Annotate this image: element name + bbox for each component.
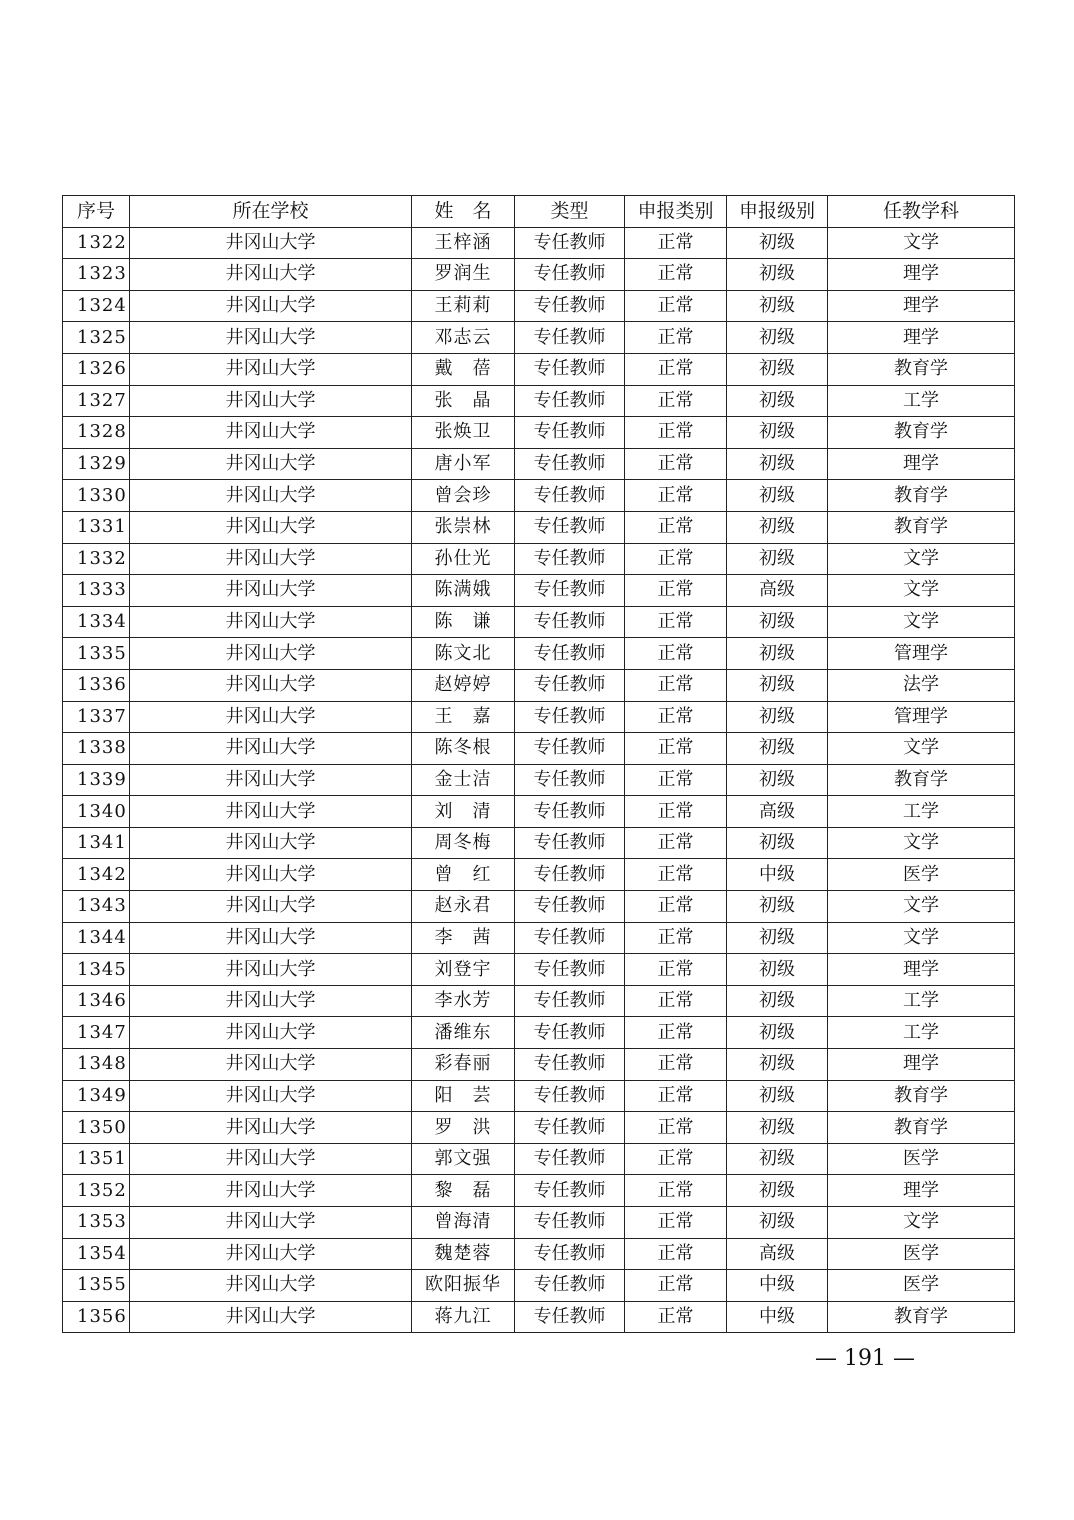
cell-name: 潘维东 bbox=[412, 1017, 515, 1049]
cell-seq: 1341 bbox=[63, 827, 130, 859]
cell-name: 唐小军 bbox=[412, 448, 515, 480]
cell-name: 蒋九江 bbox=[412, 1301, 515, 1333]
cell-category: 正常 bbox=[625, 1112, 727, 1144]
cell-subject: 管理学 bbox=[828, 701, 1015, 733]
cell-level: 初级 bbox=[727, 1175, 828, 1207]
table-row bbox=[63, 733, 1015, 765]
table-row bbox=[63, 922, 1015, 954]
cell-subject: 理学 bbox=[828, 1049, 1015, 1081]
cell-category: 正常 bbox=[625, 669, 727, 701]
cell-school: 井冈山大学 bbox=[130, 1080, 412, 1112]
table-row bbox=[63, 1301, 1015, 1333]
cell-level: 高级 bbox=[727, 1238, 828, 1270]
header-category: 申报类别 bbox=[625, 196, 727, 228]
cell-seq: 1347 bbox=[63, 1017, 130, 1049]
cell-seq: 1337 bbox=[63, 701, 130, 733]
cell-name: 陈文北 bbox=[412, 638, 515, 670]
cell-subject: 工学 bbox=[828, 1017, 1015, 1049]
cell-level: 初级 bbox=[727, 448, 828, 480]
cell-subject: 文学 bbox=[828, 891, 1015, 923]
table-row bbox=[63, 448, 1015, 480]
cell-school: 井冈山大学 bbox=[130, 827, 412, 859]
cell-seq: 1335 bbox=[63, 638, 130, 670]
cell-name: 赵永君 bbox=[412, 891, 515, 923]
cell-type: 专任教师 bbox=[515, 543, 625, 575]
cell-seq: 1349 bbox=[63, 1080, 130, 1112]
cell-category: 正常 bbox=[625, 1017, 727, 1049]
cell-subject: 文学 bbox=[828, 575, 1015, 607]
table-row bbox=[63, 954, 1015, 986]
cell-level: 初级 bbox=[727, 827, 828, 859]
cell-subject: 医学 bbox=[828, 859, 1015, 891]
cell-seq: 1353 bbox=[63, 1207, 130, 1239]
cell-category: 正常 bbox=[625, 827, 727, 859]
cell-school: 井冈山大学 bbox=[130, 1112, 412, 1144]
cell-level: 初级 bbox=[727, 259, 828, 291]
cell-subject: 文学 bbox=[828, 733, 1015, 765]
cell-school: 井冈山大学 bbox=[130, 511, 412, 543]
cell-category: 正常 bbox=[625, 1175, 727, 1207]
table-row bbox=[63, 259, 1015, 291]
cell-type: 专任教师 bbox=[515, 385, 625, 417]
cell-seq: 1330 bbox=[63, 480, 130, 512]
cell-type: 专任教师 bbox=[515, 353, 625, 385]
cell-type: 专任教师 bbox=[515, 891, 625, 923]
table-row bbox=[63, 1207, 1015, 1239]
table-body bbox=[63, 227, 1015, 1333]
table-row bbox=[63, 1080, 1015, 1112]
cell-school: 井冈山大学 bbox=[130, 638, 412, 670]
cell-school: 井冈山大学 bbox=[130, 1175, 412, 1207]
cell-level: 初级 bbox=[727, 417, 828, 449]
cell-category: 正常 bbox=[625, 1049, 727, 1081]
cell-level: 初级 bbox=[727, 733, 828, 765]
cell-school: 井冈山大学 bbox=[130, 290, 412, 322]
cell-type: 专任教师 bbox=[515, 1143, 625, 1175]
cell-type: 专任教师 bbox=[515, 701, 625, 733]
cell-subject: 理学 bbox=[828, 1175, 1015, 1207]
cell-category: 正常 bbox=[625, 417, 727, 449]
cell-category: 正常 bbox=[625, 543, 727, 575]
cell-school: 井冈山大学 bbox=[130, 1143, 412, 1175]
table-row bbox=[63, 480, 1015, 512]
cell-type: 专任教师 bbox=[515, 606, 625, 638]
cell-category: 正常 bbox=[625, 259, 727, 291]
cell-name: 彩春丽 bbox=[412, 1049, 515, 1081]
cell-school: 井冈山大学 bbox=[130, 385, 412, 417]
cell-subject: 理学 bbox=[828, 954, 1015, 986]
cell-name: 王梓涵 bbox=[412, 227, 515, 259]
cell-type: 专任教师 bbox=[515, 985, 625, 1017]
cell-name: 邓志云 bbox=[412, 322, 515, 354]
cell-subject: 医学 bbox=[828, 1238, 1015, 1270]
cell-subject: 教育学 bbox=[828, 1301, 1015, 1333]
cell-school: 井冈山大学 bbox=[130, 480, 412, 512]
cell-level: 初级 bbox=[727, 290, 828, 322]
header-subject: 任教学科 bbox=[828, 196, 1015, 228]
cell-subject: 管理学 bbox=[828, 638, 1015, 670]
cell-seq: 1338 bbox=[63, 733, 130, 765]
cell-category: 正常 bbox=[625, 575, 727, 607]
cell-type: 专任教师 bbox=[515, 480, 625, 512]
cell-school: 井冈山大学 bbox=[130, 1301, 412, 1333]
cell-seq: 1339 bbox=[63, 764, 130, 796]
cell-level: 初级 bbox=[727, 353, 828, 385]
table-row bbox=[63, 985, 1015, 1017]
cell-seq: 1344 bbox=[63, 922, 130, 954]
cell-school: 井冈山大学 bbox=[130, 353, 412, 385]
cell-level: 初级 bbox=[727, 985, 828, 1017]
cell-category: 正常 bbox=[625, 796, 727, 828]
cell-level: 高级 bbox=[727, 796, 828, 828]
cell-seq: 1350 bbox=[63, 1112, 130, 1144]
cell-type: 专任教师 bbox=[515, 827, 625, 859]
teacher-table bbox=[62, 195, 1015, 1333]
cell-school: 井冈山大学 bbox=[130, 796, 412, 828]
header-type: 类型 bbox=[515, 196, 625, 228]
cell-school: 井冈山大学 bbox=[130, 1207, 412, 1239]
cell-seq: 1324 bbox=[63, 290, 130, 322]
cell-name: 黎 磊 bbox=[412, 1175, 515, 1207]
cell-type: 专任教师 bbox=[515, 922, 625, 954]
cell-seq: 1325 bbox=[63, 322, 130, 354]
header-seq: 序号 bbox=[63, 196, 130, 228]
cell-type: 专任教师 bbox=[515, 1080, 625, 1112]
cell-seq: 1332 bbox=[63, 543, 130, 575]
cell-level: 初级 bbox=[727, 891, 828, 923]
cell-type: 专任教师 bbox=[515, 259, 625, 291]
cell-level: 初级 bbox=[727, 1080, 828, 1112]
cell-level: 中级 bbox=[727, 1270, 828, 1302]
table-row bbox=[63, 353, 1015, 385]
cell-level: 初级 bbox=[727, 764, 828, 796]
cell-name: 曾 红 bbox=[412, 859, 515, 891]
cell-level: 初级 bbox=[727, 322, 828, 354]
cell-type: 专任教师 bbox=[515, 1207, 625, 1239]
cell-school: 井冈山大学 bbox=[130, 733, 412, 765]
cell-level: 初级 bbox=[727, 954, 828, 986]
table-row bbox=[63, 385, 1015, 417]
cell-school: 井冈山大学 bbox=[130, 922, 412, 954]
cell-name: 刘 清 bbox=[412, 796, 515, 828]
cell-name: 魏楚蓉 bbox=[412, 1238, 515, 1270]
cell-subject: 教育学 bbox=[828, 1112, 1015, 1144]
cell-category: 正常 bbox=[625, 733, 727, 765]
cell-type: 专任教师 bbox=[515, 1301, 625, 1333]
cell-category: 正常 bbox=[625, 891, 727, 923]
cell-level: 初级 bbox=[727, 1207, 828, 1239]
cell-subject: 工学 bbox=[828, 385, 1015, 417]
cell-level: 高级 bbox=[727, 575, 828, 607]
cell-name: 张崇林 bbox=[412, 511, 515, 543]
cell-subject: 理学 bbox=[828, 259, 1015, 291]
cell-subject: 医学 bbox=[828, 1270, 1015, 1302]
cell-subject: 文学 bbox=[828, 227, 1015, 259]
cell-type: 专任教师 bbox=[515, 859, 625, 891]
cell-seq: 1331 bbox=[63, 511, 130, 543]
cell-seq: 1334 bbox=[63, 606, 130, 638]
cell-subject: 教育学 bbox=[828, 511, 1015, 543]
cell-level: 初级 bbox=[727, 480, 828, 512]
cell-name: 陈冬根 bbox=[412, 733, 515, 765]
cell-subject: 教育学 bbox=[828, 480, 1015, 512]
table-row bbox=[63, 638, 1015, 670]
page-number: — 191 — bbox=[815, 1346, 915, 1371]
cell-name: 赵婷婷 bbox=[412, 669, 515, 701]
table-row bbox=[63, 606, 1015, 638]
cell-level: 初级 bbox=[727, 669, 828, 701]
table-header-row bbox=[63, 196, 1015, 228]
cell-name: 罗润生 bbox=[412, 259, 515, 291]
cell-level: 初级 bbox=[727, 1112, 828, 1144]
cell-name: 李水芳 bbox=[412, 985, 515, 1017]
header-school: 所在学校 bbox=[130, 196, 412, 228]
table-row bbox=[63, 227, 1015, 259]
table-row bbox=[63, 543, 1015, 575]
cell-type: 专任教师 bbox=[515, 417, 625, 449]
cell-seq: 1329 bbox=[63, 448, 130, 480]
cell-type: 专任教师 bbox=[515, 290, 625, 322]
cell-school: 井冈山大学 bbox=[130, 1049, 412, 1081]
cell-category: 正常 bbox=[625, 290, 727, 322]
cell-level: 初级 bbox=[727, 1049, 828, 1081]
cell-school: 井冈山大学 bbox=[130, 448, 412, 480]
cell-school: 井冈山大学 bbox=[130, 1238, 412, 1270]
cell-type: 专任教师 bbox=[515, 796, 625, 828]
cell-seq: 1336 bbox=[63, 669, 130, 701]
cell-seq: 1323 bbox=[63, 259, 130, 291]
cell-seq: 1326 bbox=[63, 353, 130, 385]
cell-subject: 文学 bbox=[828, 827, 1015, 859]
cell-level: 初级 bbox=[727, 1017, 828, 1049]
cell-seq: 1351 bbox=[63, 1143, 130, 1175]
cell-type: 专任教师 bbox=[515, 1270, 625, 1302]
cell-category: 正常 bbox=[625, 859, 727, 891]
cell-school: 井冈山大学 bbox=[130, 417, 412, 449]
table-row bbox=[63, 1017, 1015, 1049]
cell-name: 陈满娥 bbox=[412, 575, 515, 607]
cell-level: 初级 bbox=[727, 606, 828, 638]
table-row bbox=[63, 1270, 1015, 1302]
cell-subject: 工学 bbox=[828, 985, 1015, 1017]
cell-seq: 1333 bbox=[63, 575, 130, 607]
table-row bbox=[63, 511, 1015, 543]
cell-type: 专任教师 bbox=[515, 1112, 625, 1144]
cell-seq: 1322 bbox=[63, 227, 130, 259]
cell-category: 正常 bbox=[625, 1238, 727, 1270]
cell-seq: 1343 bbox=[63, 891, 130, 923]
cell-school: 井冈山大学 bbox=[130, 859, 412, 891]
cell-category: 正常 bbox=[625, 922, 727, 954]
cell-category: 正常 bbox=[625, 448, 727, 480]
cell-school: 井冈山大学 bbox=[130, 259, 412, 291]
cell-category: 正常 bbox=[625, 511, 727, 543]
cell-level: 初级 bbox=[727, 543, 828, 575]
cell-school: 井冈山大学 bbox=[130, 322, 412, 354]
cell-category: 正常 bbox=[625, 322, 727, 354]
cell-subject: 文学 bbox=[828, 543, 1015, 575]
cell-school: 井冈山大学 bbox=[130, 227, 412, 259]
cell-name: 王莉莉 bbox=[412, 290, 515, 322]
cell-seq: 1340 bbox=[63, 796, 130, 828]
cell-subject: 教育学 bbox=[828, 764, 1015, 796]
cell-school: 井冈山大学 bbox=[130, 891, 412, 923]
cell-seq: 1342 bbox=[63, 859, 130, 891]
table-row bbox=[63, 575, 1015, 607]
cell-name: 曾会珍 bbox=[412, 480, 515, 512]
cell-subject: 教育学 bbox=[828, 353, 1015, 385]
cell-type: 专任教师 bbox=[515, 1049, 625, 1081]
cell-type: 专任教师 bbox=[515, 322, 625, 354]
cell-name: 戴 蓓 bbox=[412, 353, 515, 385]
cell-level: 初级 bbox=[727, 1143, 828, 1175]
cell-school: 井冈山大学 bbox=[130, 701, 412, 733]
cell-seq: 1348 bbox=[63, 1049, 130, 1081]
cell-subject: 教育学 bbox=[828, 1080, 1015, 1112]
cell-name: 陈 谦 bbox=[412, 606, 515, 638]
cell-seq: 1346 bbox=[63, 985, 130, 1017]
cell-type: 专任教师 bbox=[515, 1238, 625, 1270]
header-level: 申报级别 bbox=[727, 196, 828, 228]
cell-subject: 文学 bbox=[828, 922, 1015, 954]
cell-type: 专任教师 bbox=[515, 575, 625, 607]
cell-seq: 1328 bbox=[63, 417, 130, 449]
cell-type: 专任教师 bbox=[515, 733, 625, 765]
cell-seq: 1354 bbox=[63, 1238, 130, 1270]
cell-category: 正常 bbox=[625, 606, 727, 638]
table-row bbox=[63, 891, 1015, 923]
cell-type: 专任教师 bbox=[515, 511, 625, 543]
cell-name: 周冬梅 bbox=[412, 827, 515, 859]
cell-school: 井冈山大学 bbox=[130, 669, 412, 701]
cell-category: 正常 bbox=[625, 1207, 727, 1239]
cell-school: 井冈山大学 bbox=[130, 543, 412, 575]
cell-category: 正常 bbox=[625, 985, 727, 1017]
table-row bbox=[63, 827, 1015, 859]
table-row bbox=[63, 701, 1015, 733]
cell-type: 专任教师 bbox=[515, 227, 625, 259]
cell-seq: 1345 bbox=[63, 954, 130, 986]
cell-name: 张焕卫 bbox=[412, 417, 515, 449]
cell-type: 专任教师 bbox=[515, 764, 625, 796]
cell-category: 正常 bbox=[625, 764, 727, 796]
cell-subject: 医学 bbox=[828, 1143, 1015, 1175]
cell-subject: 教育学 bbox=[828, 417, 1015, 449]
table-row bbox=[63, 1238, 1015, 1270]
table-row bbox=[63, 417, 1015, 449]
cell-subject: 理学 bbox=[828, 290, 1015, 322]
cell-name: 李 茜 bbox=[412, 922, 515, 954]
cell-name: 张 晶 bbox=[412, 385, 515, 417]
cell-school: 井冈山大学 bbox=[130, 606, 412, 638]
cell-level: 初级 bbox=[727, 701, 828, 733]
cell-category: 正常 bbox=[625, 227, 727, 259]
cell-type: 专任教师 bbox=[515, 448, 625, 480]
cell-subject: 文学 bbox=[828, 606, 1015, 638]
cell-category: 正常 bbox=[625, 353, 727, 385]
cell-category: 正常 bbox=[625, 1080, 727, 1112]
cell-category: 正常 bbox=[625, 1143, 727, 1175]
table-row bbox=[63, 1049, 1015, 1081]
cell-level: 初级 bbox=[727, 227, 828, 259]
cell-category: 正常 bbox=[625, 1270, 727, 1302]
cell-seq: 1352 bbox=[63, 1175, 130, 1207]
cell-level: 初级 bbox=[727, 638, 828, 670]
cell-name: 曾海清 bbox=[412, 1207, 515, 1239]
table-row bbox=[63, 1175, 1015, 1207]
cell-category: 正常 bbox=[625, 1301, 727, 1333]
cell-category: 正常 bbox=[625, 954, 727, 986]
cell-level: 初级 bbox=[727, 922, 828, 954]
cell-school: 井冈山大学 bbox=[130, 954, 412, 986]
cell-subject: 文学 bbox=[828, 1207, 1015, 1239]
cell-type: 专任教师 bbox=[515, 669, 625, 701]
cell-level: 初级 bbox=[727, 511, 828, 543]
table-row bbox=[63, 290, 1015, 322]
cell-school: 井冈山大学 bbox=[130, 575, 412, 607]
cell-name: 郭文强 bbox=[412, 1143, 515, 1175]
table-row bbox=[63, 1143, 1015, 1175]
cell-type: 专任教师 bbox=[515, 1017, 625, 1049]
cell-level: 中级 bbox=[727, 1301, 828, 1333]
cell-school: 井冈山大学 bbox=[130, 1017, 412, 1049]
cell-school: 井冈山大学 bbox=[130, 985, 412, 1017]
table-row bbox=[63, 1112, 1015, 1144]
table-row bbox=[63, 764, 1015, 796]
cell-name: 金士洁 bbox=[412, 764, 515, 796]
cell-seq: 1327 bbox=[63, 385, 130, 417]
cell-type: 专任教师 bbox=[515, 954, 625, 986]
cell-name: 刘登宇 bbox=[412, 954, 515, 986]
table-row bbox=[63, 859, 1015, 891]
cell-category: 正常 bbox=[625, 480, 727, 512]
cell-type: 专任教师 bbox=[515, 638, 625, 670]
cell-school: 井冈山大学 bbox=[130, 764, 412, 796]
cell-type: 专任教师 bbox=[515, 1175, 625, 1207]
cell-subject: 理学 bbox=[828, 322, 1015, 354]
cell-name: 阳 芸 bbox=[412, 1080, 515, 1112]
header-name: 姓 名 bbox=[412, 196, 515, 228]
table-row bbox=[63, 322, 1015, 354]
cell-name: 王 嘉 bbox=[412, 701, 515, 733]
cell-subject: 法学 bbox=[828, 669, 1015, 701]
cell-level: 初级 bbox=[727, 385, 828, 417]
cell-level: 中级 bbox=[727, 859, 828, 891]
cell-subject: 理学 bbox=[828, 448, 1015, 480]
table-row bbox=[63, 796, 1015, 828]
cell-name: 孙仕光 bbox=[412, 543, 515, 575]
cell-name: 罗 洪 bbox=[412, 1112, 515, 1144]
cell-seq: 1355 bbox=[63, 1270, 130, 1302]
cell-subject: 工学 bbox=[828, 796, 1015, 828]
cell-category: 正常 bbox=[625, 638, 727, 670]
cell-school: 井冈山大学 bbox=[130, 1270, 412, 1302]
cell-category: 正常 bbox=[625, 385, 727, 417]
cell-category: 正常 bbox=[625, 701, 727, 733]
cell-seq: 1356 bbox=[63, 1301, 130, 1333]
cell-name: 欧阳振华 bbox=[412, 1270, 515, 1302]
table-row bbox=[63, 669, 1015, 701]
